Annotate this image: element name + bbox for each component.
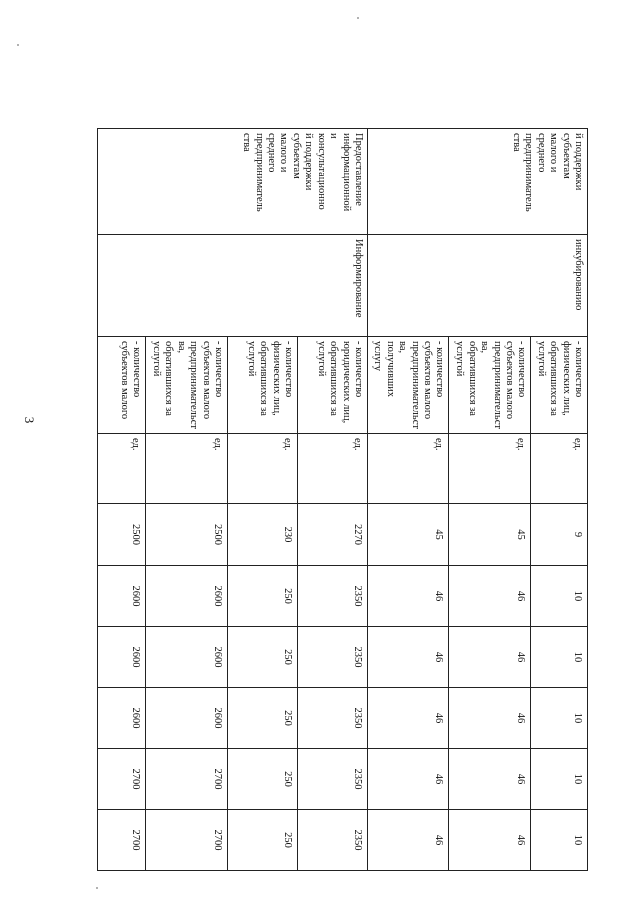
value-cell: 2350 bbox=[297, 688, 367, 749]
value-cell: 2600 bbox=[97, 688, 145, 749]
scan-speck bbox=[96, 887, 98, 889]
unit-cell: ед. bbox=[97, 434, 145, 504]
service-cell: инкубированию bbox=[367, 235, 587, 337]
table-row bbox=[531, 129, 588, 871]
value-cell: 2600 bbox=[145, 566, 227, 627]
value-cell: 230 bbox=[227, 504, 297, 566]
value-cell: 45 bbox=[449, 504, 531, 566]
scan-speck bbox=[357, 17, 359, 19]
value-cell: 46 bbox=[449, 810, 531, 871]
indicator-cell: - количество субъектов малого предпринимательства, обратившихся за услугой bbox=[145, 337, 227, 434]
unit-cell: ед. bbox=[449, 434, 531, 504]
value-cell: 10 bbox=[531, 566, 588, 627]
indicator-table bbox=[97, 128, 588, 871]
value-cell: 2700 bbox=[97, 810, 145, 871]
value-cell: 46 bbox=[367, 566, 448, 627]
value-cell: 46 bbox=[367, 627, 448, 688]
value-cell: 250 bbox=[227, 749, 297, 810]
value-cell: 2700 bbox=[97, 749, 145, 810]
unit-cell: ед. bbox=[297, 434, 367, 504]
value-cell: 9 bbox=[531, 504, 588, 566]
value-cell: 46 bbox=[449, 566, 531, 627]
block-cell: й поддержки субъектам малого и среднего предприниматель ства bbox=[367, 129, 587, 235]
value-cell: 2350 bbox=[297, 749, 367, 810]
value-cell: 2350 bbox=[297, 810, 367, 871]
value-cell: 10 bbox=[531, 627, 588, 688]
value-cell: 10 bbox=[531, 810, 588, 871]
value-cell: 2600 bbox=[145, 627, 227, 688]
scan-speck bbox=[17, 44, 19, 46]
value-cell: 46 bbox=[449, 749, 531, 810]
indicator-cell: - количество физических лиц, обратившихся за услугой bbox=[531, 337, 588, 434]
value-cell: 2500 bbox=[145, 504, 227, 566]
value-cell: 250 bbox=[227, 810, 297, 871]
value-cell: 10 bbox=[531, 749, 588, 810]
unit-cell: ед. bbox=[145, 434, 227, 504]
value-cell: 2350 bbox=[297, 627, 367, 688]
value-cell: 2270 bbox=[297, 504, 367, 566]
indicator-cell: - количество субъектов малого предпринимательства, получивших услугу bbox=[367, 337, 448, 434]
indicator-cell: - количество физических лиц, обратившихся за услугой bbox=[227, 337, 297, 434]
block-cell: Предоставление информационной и консультационно й поддержки субъектам малого и среднего предприниматель ства bbox=[97, 129, 367, 235]
indicator-cell: - количество субъектов малого bbox=[97, 337, 145, 434]
value-cell: 250 bbox=[227, 688, 297, 749]
value-cell: 250 bbox=[227, 566, 297, 627]
rotated-table-wrapper bbox=[97, 128, 588, 871]
page-number: 3 bbox=[22, 416, 37, 424]
value-cell: 2700 bbox=[145, 749, 227, 810]
unit-cell: ед. bbox=[367, 434, 448, 504]
indicator-cell: - количество юридических лиц, обратившихся за услугой bbox=[297, 337, 367, 434]
value-cell: 2500 bbox=[97, 504, 145, 566]
value-cell: 45 bbox=[367, 504, 448, 566]
table-row bbox=[297, 129, 367, 871]
value-cell: 46 bbox=[449, 627, 531, 688]
value-cell: 2600 bbox=[97, 627, 145, 688]
value-cell: 2700 bbox=[145, 810, 227, 871]
value-cell: 46 bbox=[367, 688, 448, 749]
value-cell: 10 bbox=[531, 688, 588, 749]
value-cell: 2600 bbox=[145, 688, 227, 749]
indicator-cell: - количество субъектов малого предпринимательства, обратившихся за услугой bbox=[449, 337, 531, 434]
value-cell: 46 bbox=[367, 749, 448, 810]
value-cell: 2350 bbox=[297, 566, 367, 627]
unit-cell: ед. bbox=[227, 434, 297, 504]
unit-cell: ед. bbox=[531, 434, 588, 504]
value-cell: 46 bbox=[449, 688, 531, 749]
value-cell: 250 bbox=[227, 627, 297, 688]
value-cell: 2600 bbox=[97, 566, 145, 627]
service-cell: Информирование bbox=[97, 235, 367, 337]
value-cell: 46 bbox=[367, 810, 448, 871]
